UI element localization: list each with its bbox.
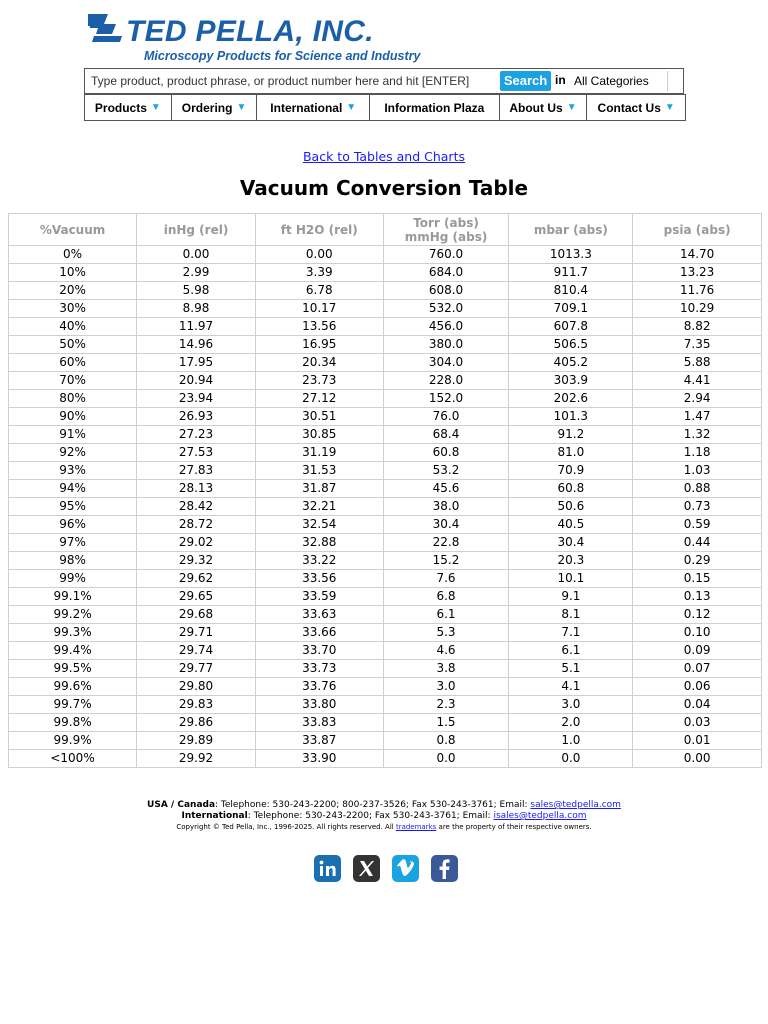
table-cell: 2.3 <box>383 696 509 714</box>
table-cell: 1.0 <box>509 732 633 750</box>
table-cell: 23.73 <box>255 372 383 390</box>
table-cell: 1.5 <box>383 714 509 732</box>
table-cell: 684.0 <box>383 264 509 282</box>
table-cell: 3.0 <box>383 678 509 696</box>
table-cell: 405.2 <box>509 354 633 372</box>
table-cell: 532.0 <box>383 300 509 318</box>
main-nav <box>84 94 686 121</box>
table-cell: 33.22 <box>255 552 383 570</box>
table-cell: 50.6 <box>509 498 633 516</box>
table-cell: 29.32 <box>137 552 256 570</box>
table-cell: 7.6 <box>383 570 509 588</box>
table-cell: 99.7% <box>9 696 137 714</box>
table-cell: 13.56 <box>255 318 383 336</box>
table-cell: 29.02 <box>137 534 256 552</box>
nav-label: Ordering <box>181 100 233 115</box>
nav-label: About Us <box>509 100 563 115</box>
table-cell: 506.5 <box>509 336 633 354</box>
table-cell: 33.83 <box>255 714 383 732</box>
table-cell: 760.0 <box>383 246 509 264</box>
table-cell: 80% <box>9 390 137 408</box>
table-cell: 99.9% <box>9 732 137 750</box>
table-row <box>9 426 762 444</box>
table-cell: 152.0 <box>383 390 509 408</box>
category-select[interactable]: All Categories <box>574 74 649 88</box>
table-row <box>9 714 762 732</box>
table-row <box>9 498 762 516</box>
table-cell: 33.87 <box>255 732 383 750</box>
table-cell: 81.0 <box>509 444 633 462</box>
table-cell: 5.3 <box>383 624 509 642</box>
category-divider <box>667 71 682 91</box>
table-row <box>9 282 762 300</box>
chevron-down-icon: ▼ <box>566 102 577 113</box>
facebook-icon[interactable] <box>431 855 458 882</box>
search-input[interactable] <box>91 72 491 90</box>
table-cell: 911.7 <box>509 264 633 282</box>
table-cell: 97% <box>9 534 137 552</box>
table-cell: 29.71 <box>137 624 256 642</box>
table-cell: 50% <box>9 336 137 354</box>
table-cell: 101.3 <box>509 408 633 426</box>
table-cell: 60% <box>9 354 137 372</box>
table-cell: 45.6 <box>383 480 509 498</box>
table-cell: 7.35 <box>633 336 762 354</box>
table-cell: 6.1 <box>383 606 509 624</box>
table-cell: 6.78 <box>255 282 383 300</box>
table-row <box>9 750 762 768</box>
table-row <box>9 390 762 408</box>
logo-tagline: Microscopy Products for Science and Industry <box>144 49 421 63</box>
table-cell: 33.66 <box>255 624 383 642</box>
site-logo[interactable] <box>86 12 421 66</box>
table-cell: 0.88 <box>633 480 762 498</box>
table-cell: 3.39 <box>255 264 383 282</box>
x-twitter-icon[interactable] <box>353 855 380 882</box>
table-cell: 0.00 <box>633 750 762 768</box>
table-cell: 0.09 <box>633 642 762 660</box>
table-cell: 16.95 <box>255 336 383 354</box>
table-cell: 70.9 <box>509 462 633 480</box>
table-cell: 10.17 <box>255 300 383 318</box>
footer-intl-label: International <box>181 811 248 821</box>
table-cell: 4.6 <box>383 642 509 660</box>
table-cell: 0.73 <box>633 498 762 516</box>
table-cell: 30.4 <box>509 534 633 552</box>
table-cell: 29.77 <box>137 660 256 678</box>
table-cell: 29.74 <box>137 642 256 660</box>
header-cell: %Vacuum <box>9 214 137 246</box>
table-cell: 32.21 <box>255 498 383 516</box>
table-cell: 1.03 <box>633 462 762 480</box>
table-cell: 4.41 <box>633 372 762 390</box>
table-cell: 0.0 <box>509 750 633 768</box>
table-cell: 98% <box>9 552 137 570</box>
nav-information-plaza[interactable] <box>370 95 500 120</box>
chevron-down-icon: ▼ <box>664 102 675 113</box>
table-cell: 32.54 <box>255 516 383 534</box>
footer-usa-text: : Telephone: 530-243-2200; 800-237-3526; Fax 530-243-3761; Email: <box>215 800 531 810</box>
table-cell: 23.94 <box>137 390 256 408</box>
table-cell: 1.18 <box>633 444 762 462</box>
table-cell: 33.73 <box>255 660 383 678</box>
table-cell: 7.1 <box>509 624 633 642</box>
table-cell: 91.2 <box>509 426 633 444</box>
table-cell: 456.0 <box>383 318 509 336</box>
table-row <box>9 444 762 462</box>
footer-copyright <box>0 822 768 832</box>
header-torr-label: Torr (abs) <box>413 215 479 230</box>
table-cell: 0.44 <box>633 534 762 552</box>
table-cell: 0.0 <box>383 750 509 768</box>
table-cell: 29.80 <box>137 678 256 696</box>
nav-ordering[interactable] <box>172 95 258 120</box>
table-cell: 9.1 <box>509 588 633 606</box>
table-cell: 29.62 <box>137 570 256 588</box>
table-cell: 17.95 <box>137 354 256 372</box>
table-cell: 13.23 <box>633 264 762 282</box>
table-row <box>9 624 762 642</box>
table-row <box>9 516 762 534</box>
table-cell: 0.07 <box>633 660 762 678</box>
table-cell: 14.96 <box>137 336 256 354</box>
table-row <box>9 606 762 624</box>
search-bar <box>84 68 684 94</box>
table-cell: 28.72 <box>137 516 256 534</box>
table-cell: 91% <box>9 426 137 444</box>
table-cell: 31.19 <box>255 444 383 462</box>
table-cell: 33.76 <box>255 678 383 696</box>
table-cell: 0.13 <box>633 588 762 606</box>
header-cell: ft H2O (rel) <box>255 214 383 246</box>
table-cell: 28.42 <box>137 498 256 516</box>
table-cell: 93% <box>9 462 137 480</box>
table-cell: 99.6% <box>9 678 137 696</box>
table-cell: 28.13 <box>137 480 256 498</box>
footer-intl-text: : Telephone: 530-243-2200; Fax 530-243-3761; Email: <box>247 811 494 821</box>
table-cell: 99% <box>9 570 137 588</box>
table-cell: 30.4 <box>383 516 509 534</box>
table-cell: 40% <box>9 318 137 336</box>
chevron-down-icon: ▼ <box>150 102 161 113</box>
table-cell: 90% <box>9 408 137 426</box>
table-row <box>9 336 762 354</box>
table-cell: 228.0 <box>383 372 509 390</box>
search-button[interactable]: Search <box>500 71 551 91</box>
table-cell: 709.1 <box>509 300 633 318</box>
copyright-tail: are the property of their respective owners. <box>436 823 592 831</box>
table-cell: 202.6 <box>509 390 633 408</box>
table-row <box>9 300 762 318</box>
table-cell: 6.1 <box>509 642 633 660</box>
table-cell: 31.87 <box>255 480 383 498</box>
table-cell: 68.4 <box>383 426 509 444</box>
table-cell: 8.1 <box>509 606 633 624</box>
table-row <box>9 678 762 696</box>
table-row <box>9 354 762 372</box>
table-cell: 0.8 <box>383 732 509 750</box>
table-cell: 32.88 <box>255 534 383 552</box>
header-cell: inHg (rel) <box>137 214 256 246</box>
table-cell: 99.8% <box>9 714 137 732</box>
header-mmhg-label: mmHg (abs) <box>404 229 488 244</box>
table-cell: 33.80 <box>255 696 383 714</box>
table-cell: 27.23 <box>137 426 256 444</box>
table-cell: 99.3% <box>9 624 137 642</box>
table-cell: 2.99 <box>137 264 256 282</box>
table-cell: 0.59 <box>633 516 762 534</box>
table-row <box>9 318 762 336</box>
table-cell: 2.0 <box>509 714 633 732</box>
table-cell: 1.47 <box>633 408 762 426</box>
table-row <box>9 552 762 570</box>
table-cell: 15.2 <box>383 552 509 570</box>
table-cell: 11.76 <box>633 282 762 300</box>
table-body <box>9 246 762 768</box>
table-cell: 20.3 <box>509 552 633 570</box>
table-row <box>9 462 762 480</box>
table-cell: 0.00 <box>255 246 383 264</box>
table-cell: 99.5% <box>9 660 137 678</box>
nav-contact-us[interactable] <box>587 95 685 120</box>
search-in-label: in <box>555 73 566 87</box>
table-cell: 99.2% <box>9 606 137 624</box>
table-cell: 0.04 <box>633 696 762 714</box>
table-row <box>9 588 762 606</box>
table-cell: 0.01 <box>633 732 762 750</box>
table-cell: 20% <box>9 282 137 300</box>
table-cell: 380.0 <box>383 336 509 354</box>
table-cell: 304.0 <box>383 354 509 372</box>
table-cell: 14.70 <box>633 246 762 264</box>
table-cell: 99.1% <box>9 588 137 606</box>
table-cell: 33.59 <box>255 588 383 606</box>
table-cell: 0.10 <box>633 624 762 642</box>
page-title: Vacuum Conversion Table <box>239 176 529 200</box>
table-cell: 95% <box>9 498 137 516</box>
nav-label: Products <box>94 100 147 115</box>
nav-products[interactable] <box>85 95 172 120</box>
nav-label: International <box>270 100 343 115</box>
nav-international[interactable] <box>257 95 370 120</box>
table-cell: 8.98 <box>137 300 256 318</box>
table-cell: 29.89 <box>137 732 256 750</box>
table-cell: 60.8 <box>383 444 509 462</box>
trademarks-link[interactable]: trademarks <box>395 823 437 831</box>
table-cell: 26.93 <box>137 408 256 426</box>
table-cell: 40.5 <box>509 516 633 534</box>
table-row <box>9 246 762 264</box>
table-row <box>9 732 762 750</box>
table-cell: 96% <box>9 516 137 534</box>
table-cell: 76.0 <box>383 408 509 426</box>
footer-usa-label: USA / Canada <box>147 800 216 810</box>
table-cell: 33.56 <box>255 570 383 588</box>
footer-usa-line <box>0 800 768 811</box>
table-row <box>9 534 762 552</box>
vacuum-conversion-table <box>8 213 762 768</box>
table-cell: 70% <box>9 372 137 390</box>
vimeo-icon[interactable] <box>392 855 419 882</box>
table-cell: 1013.3 <box>509 246 633 264</box>
table-cell: 11.97 <box>137 318 256 336</box>
header-cell: mbar (abs) <box>509 214 633 246</box>
table-cell: 5.88 <box>633 354 762 372</box>
table-row <box>9 660 762 678</box>
chevron-down-icon: ▼ <box>346 102 357 113</box>
back-to-tables-link[interactable]: Back to Tables and Charts <box>302 149 465 164</box>
table-cell: 2.94 <box>633 390 762 408</box>
table-cell: 3.0 <box>509 696 633 714</box>
logo-title: TED PELLA, INC. <box>126 15 374 48</box>
table-cell: 29.86 <box>137 714 256 732</box>
table-cell: 0.00 <box>137 246 256 264</box>
table-row <box>9 480 762 498</box>
table-row <box>9 372 762 390</box>
table-cell: 29.65 <box>137 588 256 606</box>
table-cell: 29.68 <box>137 606 256 624</box>
table-row <box>9 642 762 660</box>
table-cell: 92% <box>9 444 137 462</box>
table-cell: 10% <box>9 264 137 282</box>
linkedin-icon[interactable] <box>314 855 341 882</box>
table-cell: 27.12 <box>255 390 383 408</box>
table-cell: 31.53 <box>255 462 383 480</box>
table-row <box>9 264 762 282</box>
table-cell: 0.29 <box>633 552 762 570</box>
table-cell: 0% <box>9 246 137 264</box>
footer-intl-email-link[interactable]: isales@tedpella.com <box>493 811 587 821</box>
table-cell: 27.83 <box>137 462 256 480</box>
table-cell: 1.32 <box>633 426 762 444</box>
table-cell: 5.98 <box>137 282 256 300</box>
table-cell: 94% <box>9 480 137 498</box>
footer <box>0 800 768 832</box>
table-row <box>9 570 762 588</box>
nav-about-us[interactable] <box>500 95 588 120</box>
table-cell: 38.0 <box>383 498 509 516</box>
table-cell: 608.0 <box>383 282 509 300</box>
table-cell: 27.53 <box>137 444 256 462</box>
table-cell: 60.8 <box>509 480 633 498</box>
table-cell: 5.1 <box>509 660 633 678</box>
header-cell: psia (abs) <box>633 214 762 246</box>
table-cell: 33.90 <box>255 750 383 768</box>
table-cell: 607.8 <box>509 318 633 336</box>
table-cell: 20.34 <box>255 354 383 372</box>
table-cell: 0.06 <box>633 678 762 696</box>
table-cell: 20.94 <box>137 372 256 390</box>
table-row <box>9 408 762 426</box>
table-cell: 0.03 <box>633 714 762 732</box>
nav-label: Contact Us <box>597 100 661 115</box>
table-cell: 29.83 <box>137 696 256 714</box>
table-cell: 22.8 <box>383 534 509 552</box>
footer-intl-line <box>0 811 768 822</box>
nav-label: Information Plaza <box>384 100 485 115</box>
table-cell: 0.15 <box>633 570 762 588</box>
copyright-text: Copyright © Ted Pella, Inc., 1996-2025. All rights reserved. All <box>176 823 396 831</box>
table-cell: 303.9 <box>509 372 633 390</box>
table-cell: 30% <box>9 300 137 318</box>
table-cell: 0.12 <box>633 606 762 624</box>
table-cell: 8.82 <box>633 318 762 336</box>
table-cell: 810.4 <box>509 282 633 300</box>
table-cell: 33.70 <box>255 642 383 660</box>
footer-usa-email-link[interactable]: sales@tedpella.com <box>530 800 621 810</box>
ted-pella-logo-icon <box>86 12 126 46</box>
table-row <box>9 696 762 714</box>
table-cell: 53.2 <box>383 462 509 480</box>
table-cell: 3.8 <box>383 660 509 678</box>
header-cell-torr <box>383 214 509 246</box>
table-cell: 6.8 <box>383 588 509 606</box>
table-header-row <box>9 214 762 246</box>
table-cell: 10.29 <box>633 300 762 318</box>
table-cell: <100% <box>9 750 137 768</box>
table-cell: 29.92 <box>137 750 256 768</box>
table-cell: 30.85 <box>255 426 383 444</box>
table-cell: 10.1 <box>509 570 633 588</box>
table-cell: 33.63 <box>255 606 383 624</box>
table-cell: 99.4% <box>9 642 137 660</box>
social-links <box>314 855 458 883</box>
table-cell: 30.51 <box>255 408 383 426</box>
chevron-down-icon: ▼ <box>236 102 247 113</box>
table-cell: 4.1 <box>509 678 633 696</box>
